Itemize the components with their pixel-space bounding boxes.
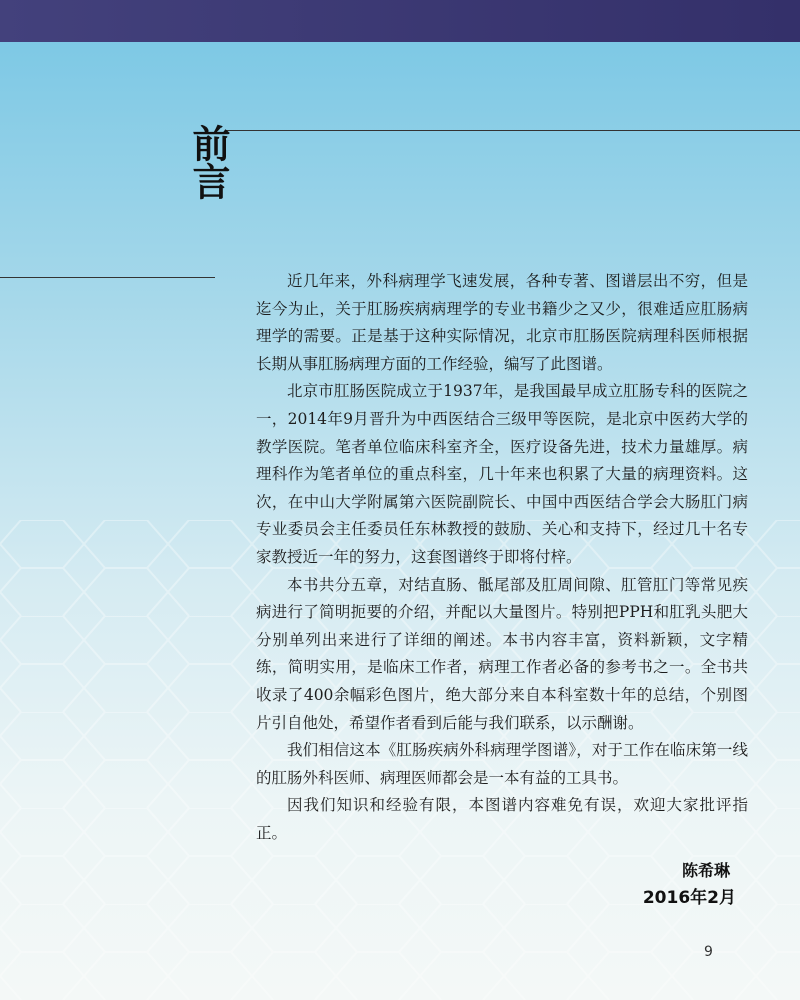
preface-body: [256, 268, 748, 847]
author-name: 陈希琳: [681, 861, 730, 880]
paragraph: 因我们知识和经验有限，本图谱内容难免有误，欢迎大家批评指正。: [256, 796, 748, 842]
title-rule-line: [225, 130, 800, 131]
paragraph: 近几年来，外科病理学飞速发展，各种专著、图谱层出不穷，但是迄今为止，关于肛肠疾病病理学的专业书籍少之又少，很难适应肛肠病理学的需要。正是基于这种实际情况，北京市肛肠医院病理科医师根据长期从事肛肠病理方面的工作经验，编写了此图谱。: [256, 272, 748, 373]
paragraph: 本书共分五章，对结直肠、骶尾部及肛周间隙、肛管肛门等常见疾病进行了简明扼要的介绍，并配以大量图片。特别把PPH和肛乳头肥大分别单列出来进行了详细的阐述。本书内容丰富，资料新颖，文字精练，简明实用，是临床工作者，病理工作者必备的参考书之一。全书共收录了400余幅彩色图片，绝大部分来自本科室数十年的总结，个别图片引自他处，希望作者看到后能与我们联系，以示酬谢。: [256, 575, 748, 732]
signature-date: 2016年2月: [642, 888, 736, 908]
page-title: 前言: [186, 124, 230, 200]
paragraph: 北京市肛肠医院成立于1937年，是我国最早成立肛肠专科的医院之一，2014年9月晋升为中西医结合三级甲等医院，是北京中医药大学的教学医院。笔者单位临床科室齐全，医疗设备先进，技术力量雄厚。病理科作为笔者单位的重点科室，几十年来也积累了大量的病理资料。这次，在中山大学附属第六医院副院长、中国中西医结合学会大肠肛门病专业委员会主任委员任东林教授的鼓励、关心和支持下，经过几十名专家教授近一年的努力，这套图谱终于即将付梓。: [256, 382, 748, 566]
page-number: 9: [704, 944, 713, 960]
left-rule-line: [0, 277, 215, 278]
signature-block: [643, 858, 736, 912]
top-color-band: [0, 0, 800, 42]
paragraph: 我们相信这本《肛肠疾病外科病理学图谱》，对于工作在临床第一线的肛肠外科医师、病理医师都会是一本有益的工具书。: [256, 741, 748, 787]
